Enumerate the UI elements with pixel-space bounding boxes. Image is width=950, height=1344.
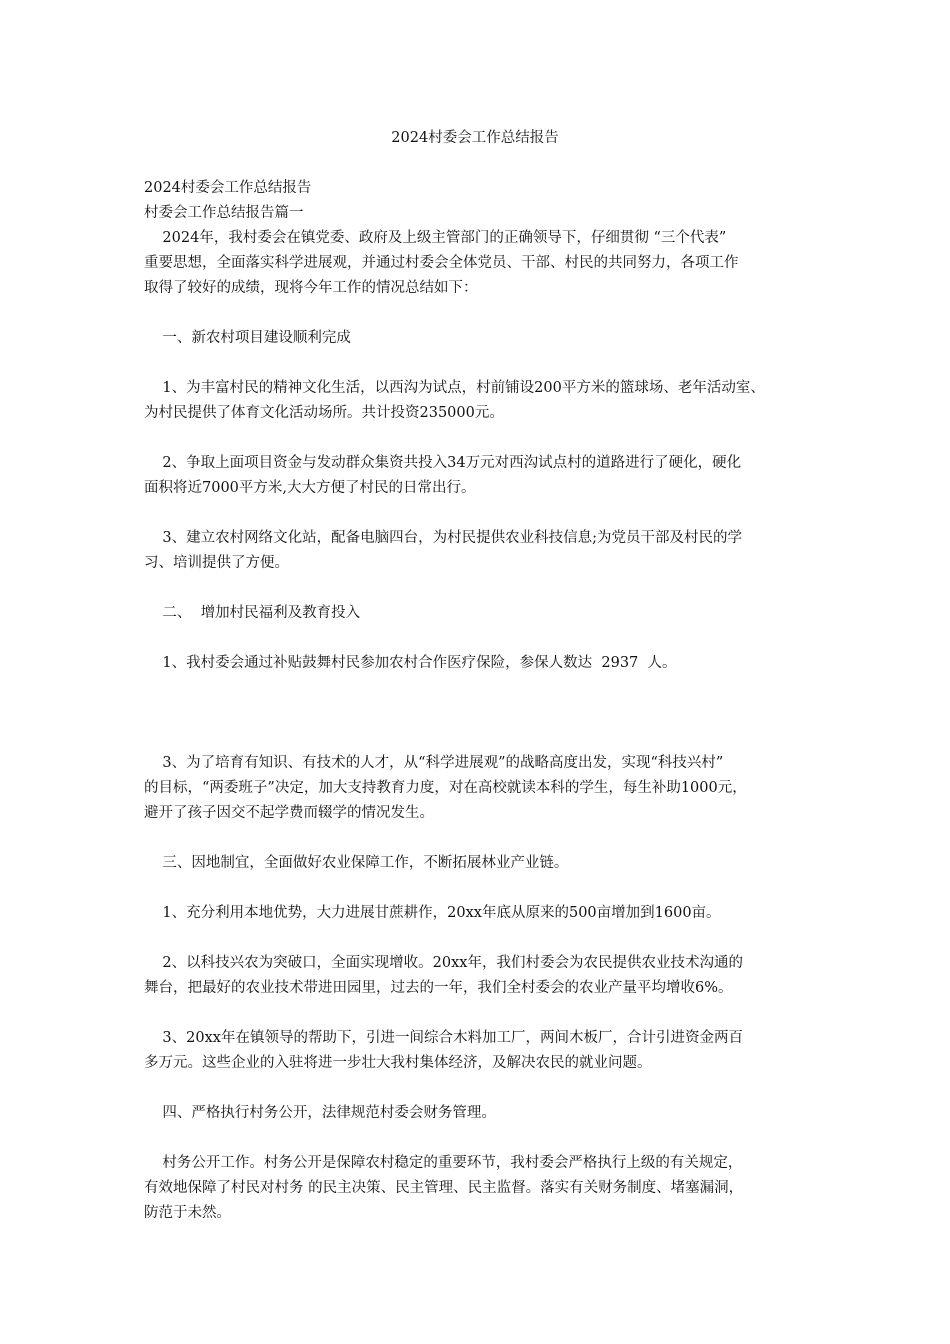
section-3-item-3-line: 3、20xx年在镇领导的帮助下，引进一间综合木料加工厂，两间木板厂，合计引进资金两百 bbox=[144, 1030, 743, 1046]
intro-line: 取得了较好的成绩，现将今年工作的情况总结如下： bbox=[144, 280, 478, 296]
section-1-item-3-line: 习、培训提供了方便。 bbox=[144, 555, 289, 571]
section-1-item-2-line: 面积将近7000平方米,大大方便了村民的日常出行。 bbox=[144, 480, 476, 496]
section-2-item-3-line: 的目标，“两委班子”决定，加大支持教育力度，对在高校就读本科的学生，每生补助1000元， bbox=[144, 780, 747, 796]
intro-line: 2024年，我村委会在镇党委、政府及上级主管部门的正确领导下，仔细贯彻 “三个代表” bbox=[144, 230, 727, 246]
intro-line: 重要思想，全面落实科学进展观，并通过村委会全体党员、干部、村民的共同努力，各项工作 bbox=[144, 255, 739, 271]
section-2-item-1: 1、我村委会通过补贴鼓舞村民参加农村合作医疗保险，参保人数达 2937 人。 bbox=[144, 655, 677, 671]
section-2-heading: 二、 增加村民福利及教育投入 bbox=[144, 605, 361, 621]
document-title: 2024村委会工作总结报告 bbox=[391, 130, 559, 146]
section-1-item-3-line: 3、建立农村网络文化站，配备电脑四台，为村民提供农业科技信息;为党员干部及村民的学 bbox=[144, 530, 743, 546]
section-4-body-line: 防范于未然。 bbox=[144, 1205, 231, 1221]
section-4-heading: 四、严格执行村务公开，法律规范村委会财务管理。 bbox=[144, 1105, 496, 1121]
section-3-item-2-line: 2、以科技兴农为突破口，全面实现增收。20xx年，我们村委会为农民提供农业技术沟通的 bbox=[144, 955, 743, 971]
section-1-heading: 一、新农村项目建设顺利完成 bbox=[144, 330, 351, 346]
section-3-heading: 三、因地制宜，全面做好农业保障工作，不断拓展林业产业链。 bbox=[144, 855, 569, 871]
section-1-item-1-line: 1、为丰富村民的精神文化生活，以西沟为试点，村前铺设200平方米的篮球场、老年活动室、 bbox=[144, 380, 765, 396]
section-4-body-line: 村务公开工作。村务公开是保障农村稳定的重要环节，我村委会严格执行上级的有关规定， bbox=[144, 1155, 743, 1171]
section-3-item-3-line: 多万元。这些企业的入驻将进一步壮大我村集体经济，及解决农民的就业问题。 bbox=[144, 1055, 652, 1071]
section-2-item-3-line: 避开了孩子因交不起学费而辍学的情况发生。 bbox=[144, 805, 434, 821]
heading-part-one: 村委会工作总结报告篇一 bbox=[144, 205, 304, 221]
section-4-body-line: 有效地保障了村民对村务 的民主决策、民主管理、民主监督。落实有关财务制度、堵塞漏洞， bbox=[144, 1180, 744, 1196]
section-2-item-3-line: 3、为了培育有知识、有技术的人才，从“科学进展观”的战略高度出发，实现“科技兴村” bbox=[144, 755, 724, 771]
section-3-item-2-line: 舞台，把最好的农业技术带进田园里，过去的一年，我们全村委会的农业产量平均增收6%。 bbox=[144, 980, 733, 996]
section-1-item-1-line: 为村民提供了体育文化活动场所。共计投资235000元。 bbox=[144, 405, 504, 421]
section-1-item-2-line: 2、争取上面项目资金与发动群众集资共投入34万元对西沟试点村的道路进行了硬化，硬化 bbox=[144, 455, 742, 471]
heading-report: 2024村委会工作总结报告 bbox=[144, 180, 312, 196]
section-3-item-1: 1、充分利用本地优势，大力进展甘蔗耕作，20xx年底从原来的500亩增加到1600亩。 bbox=[144, 905, 721, 921]
